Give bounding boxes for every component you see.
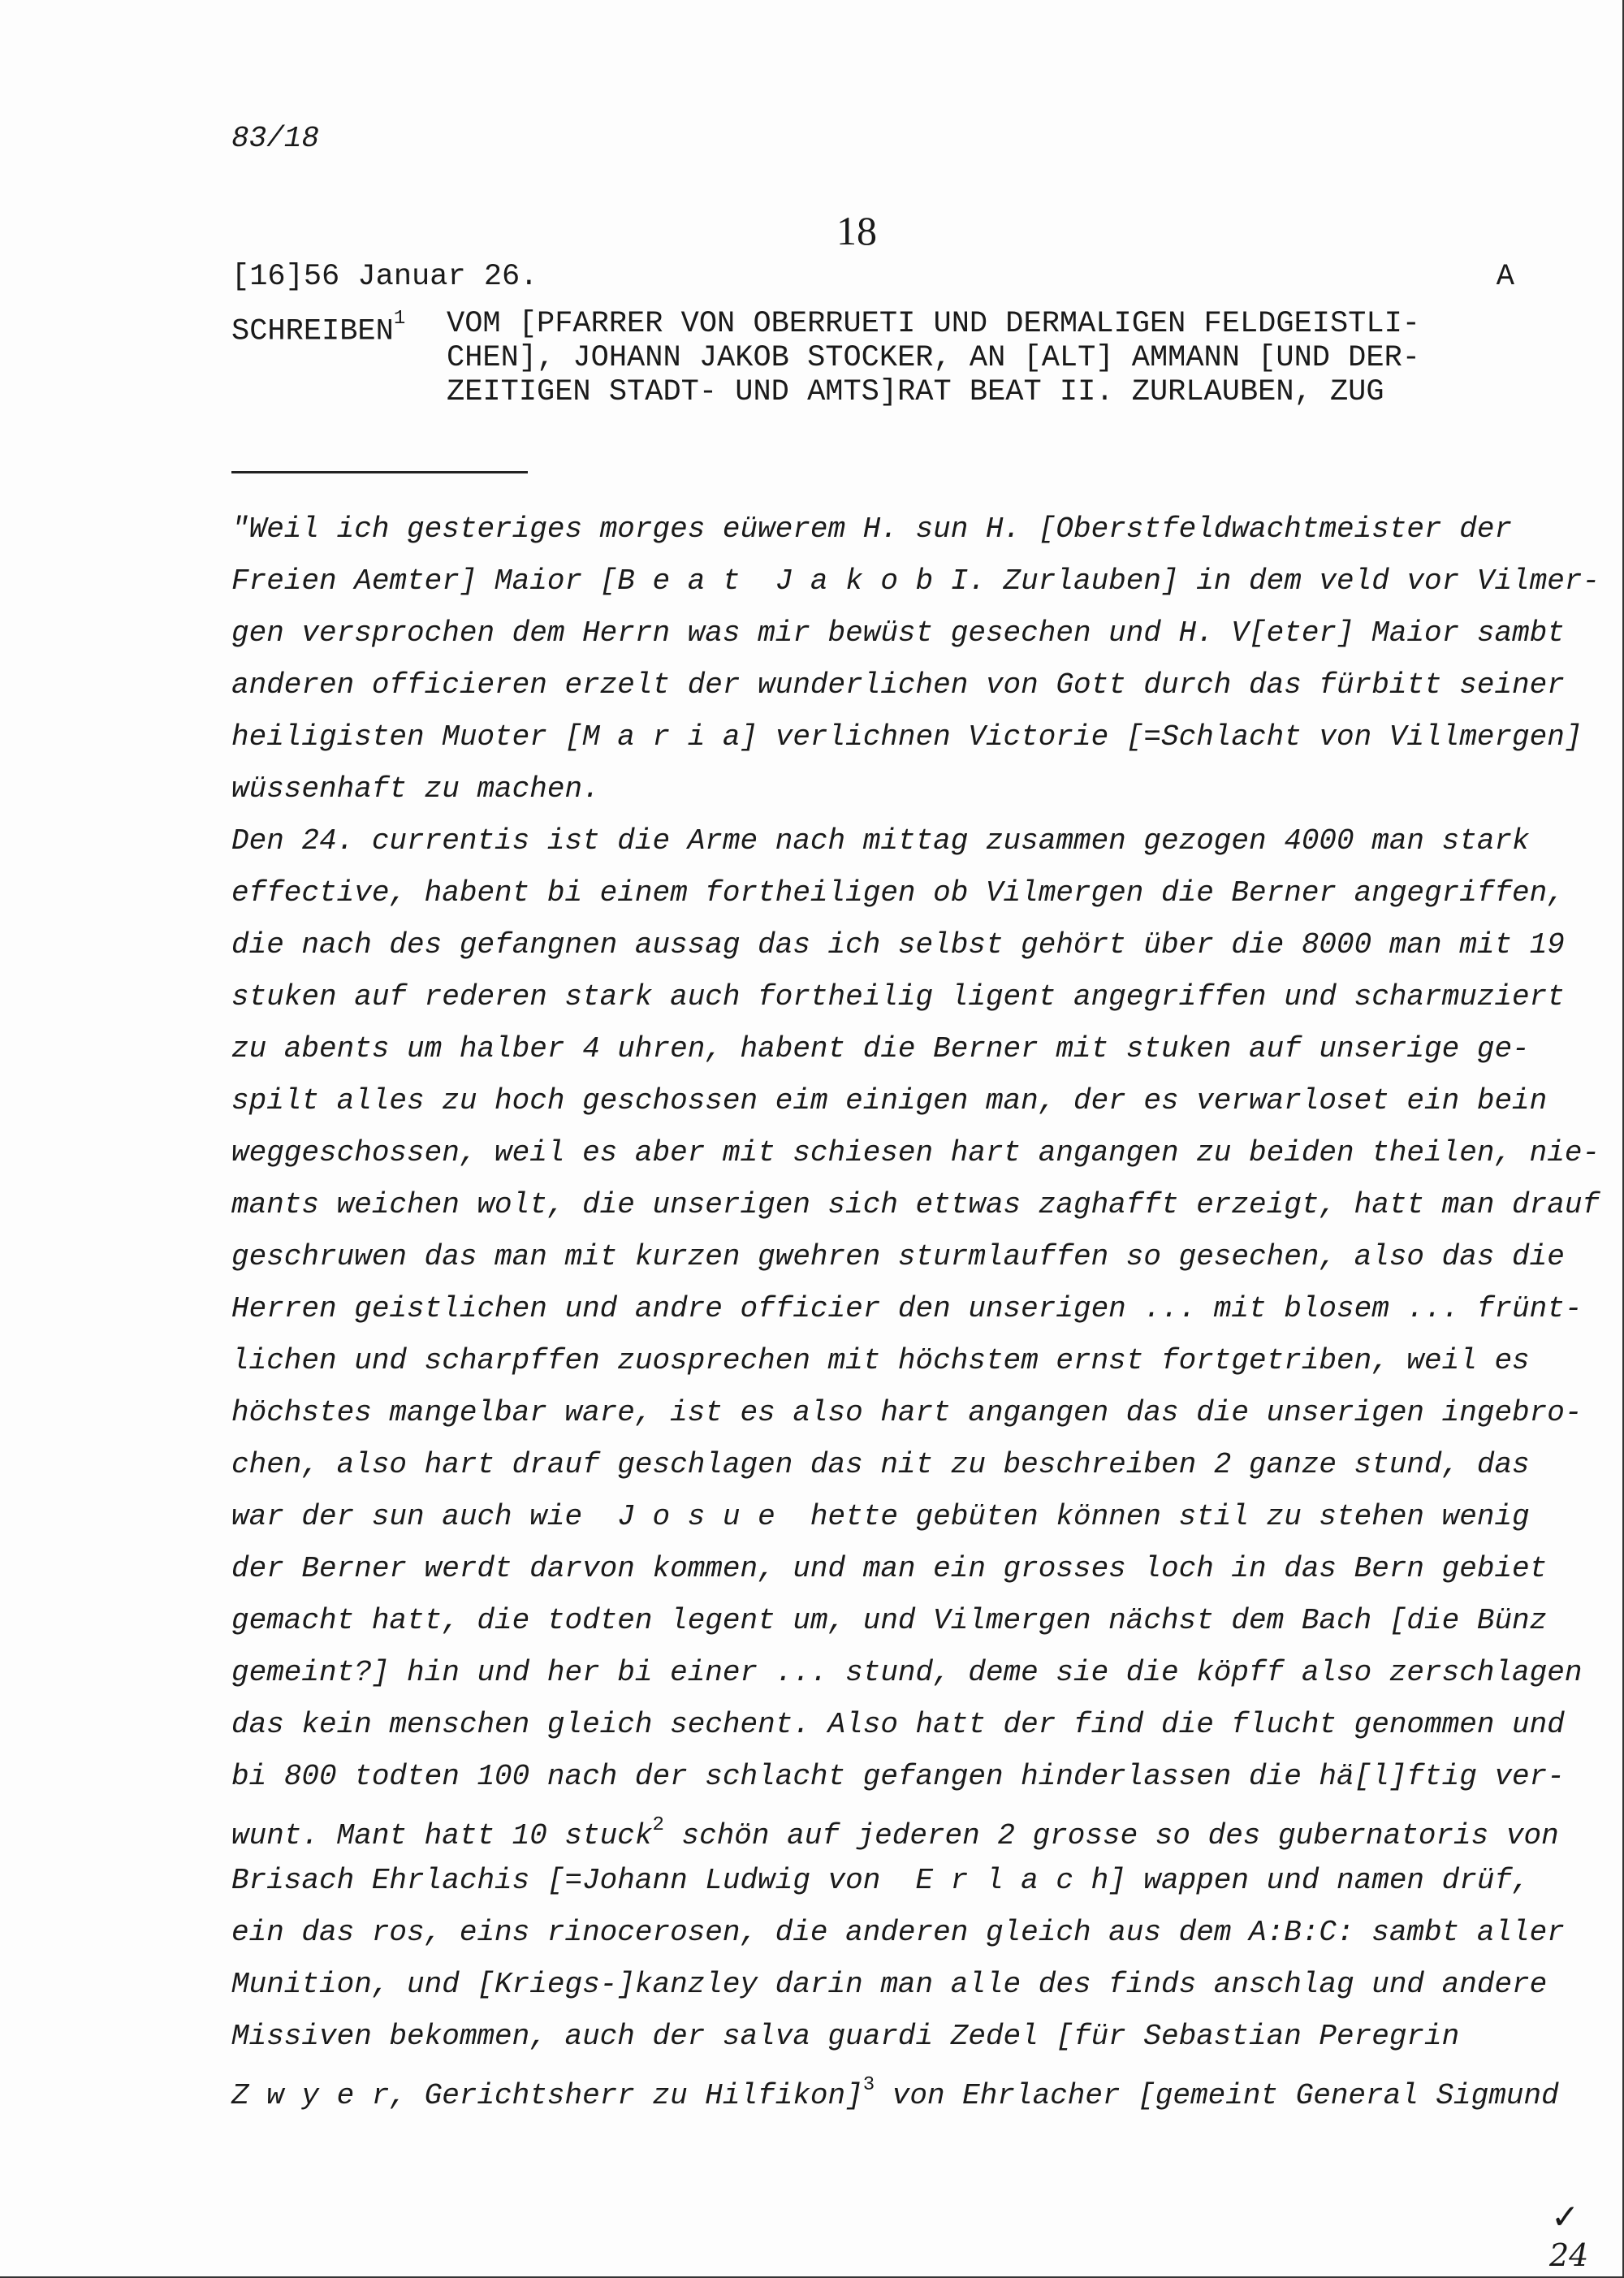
archive-reference: 83/18 (231, 122, 320, 155)
heading-lead: SCHREIBEN$^1$ (231, 308, 406, 349)
footnote-ref: 2 (652, 1814, 664, 1836)
text-line: lichen und scharpffen zuosprechen mit höchstem ernst fortgetriben, weil es (231, 1344, 1530, 1377)
text-line: gen versprochen dem Herrn was mir bewüst gesechen und H. V[eter] Maior sambt (231, 616, 1565, 650)
text-line: geschruwen das man mit kurzen gwehren sturmlauffen so gesechen, also das die (231, 1240, 1565, 1273)
checkmark-icon: ✓ (1551, 2197, 1580, 2237)
document-number: 18 (836, 208, 877, 253)
text-line: ein das ros, eins rinocerosen, die anderen gleich aus dem A:B:C: sambt aller (231, 1916, 1565, 1949)
text-line: anderen officieren erzelt der wunderlichen von Gott durch das fürbitt seiner (231, 668, 1565, 702)
text-line: der Berner werdt darvon kommen, und man ein grosses loch in das Bern gebiet (231, 1552, 1548, 1585)
heading-footnote-ref: 1 (393, 308, 406, 330)
text-line: wunt. Mant hatt 10 stuck$^2$ schön auf jederen 2 grosse so des gubernatoris von (231, 1814, 1559, 1852)
text-line: bi 800 todten 100 nach der schlacht gefangen hinderlassen die hä[l]ftig ver- (231, 1760, 1565, 1793)
document-heading (231, 307, 1518, 409)
text-line: Den 24. currentis ist die Arme nach mittag zusammen gezogen 4000 man stark (231, 824, 1530, 858)
text-line: stuken auf rederen stark auch fortheilig ligent angegriffen und scharmuziert (231, 980, 1565, 1014)
text-line: Herren geistlichen und andre officier den unserigen ... mit blosem ... frünt- (231, 1292, 1583, 1325)
text-line: heiligisten Muoter [M a r i a] verlichnen Victorie [=Schlacht von Villmergen] (231, 720, 1583, 754)
divider-rule (231, 471, 528, 473)
text-line: effective, habent bi einem fortheiligen ob Vilmergen die Berner angegriffen, (231, 876, 1565, 910)
document-date: [16]56 Januar 26. (231, 260, 538, 294)
text-line: "Weil ich gesteriges morges eüwerem H. sun H. [Oberstfeldwachtmeister der (231, 512, 1513, 546)
footnote-ref: 3 (862, 2074, 875, 2096)
heading-line: VOM [PFARRER VON OBERRUETI UND DERMALIGEN FELDGEISTLI- (447, 307, 1420, 341)
text-line: das kein menschen gleich sechent. Also hatt der find die flucht genommen und (231, 1708, 1565, 1741)
text-line: zu abents um halber 4 uhren, habent die Berner mit stuken auf unserige ge- (231, 1032, 1530, 1066)
heading-line: CHEN], JOHANN JAKOB STOCKER, AN [ALT] AMMANN [UND DER- (447, 341, 1420, 375)
version-mark: A (1496, 260, 1514, 294)
text-line: Brisach Ehrlachis [=Johann Ludwig von E r l a c h] wappen und namen drüf, (231, 1864, 1530, 1897)
text-line: Freien Aemter] Maior [B e a t J a k o b I. Zurlauben] in dem veld vor Vilmer- (231, 564, 1600, 598)
text-line: Z w y e r, Gerichtsherr zu Hilfikon]$^3$ von Ehrlacher [gemeint General Sigmund (231, 2074, 1559, 2112)
text-line: gemeint?] hin und her bi einer ... stund, deme sie die köpff also zerschlagen (231, 1656, 1583, 1689)
text-line: mants weichen wolt, die unserigen sich ettwas zaghafft erzeigt, hatt man drauf (231, 1188, 1600, 1221)
text-line: gemacht hatt, die todten legent um, und Vilmergen nächst dem Bach [die Bünz (231, 1604, 1548, 1637)
text-line: weggeschossen, weil es aber mit schiesen hart angangen zu beiden theilen, nie- (231, 1136, 1600, 1169)
handwritten-page-mark: 24 (1549, 2237, 1589, 2273)
text-line: chen, also hart drauf geschlagen das nit zu beschreiben 2 ganze stund, das (231, 1448, 1530, 1481)
text-line: die nach des gefangnen aussag das ich selbst gehört über die 8000 man mit 19 (231, 928, 1565, 962)
dateline (231, 260, 1514, 294)
text-line: Missiven bekommen, auch der salva guardi Zedel [für Sebastian Peregrin (231, 2020, 1460, 2053)
text-line: höchstes mangelbar ware, ist es also hart angangen das die unserigen ingebro- (231, 1396, 1583, 1429)
heading-body (447, 307, 1518, 409)
text-line: Munition, und [Kriegs-]kanzley darin man alle des finds anschlag und andere (231, 1968, 1548, 2001)
text-line: war der sun auch wie J o s u e hette gebüten können stil zu stehen wenig (231, 1500, 1530, 1533)
letter-body (231, 504, 1600, 2115)
heading-line: ZEITIGEN STADT- UND AMTS]RAT BEAT II. ZURLAUBEN, ZUG (447, 375, 1384, 409)
text-line: spilt alles zu hoch geschossen eim einigen man, der es verwarloset ein bein (231, 1084, 1548, 1117)
text-line: wüssenhaft zu machen. (231, 772, 600, 806)
